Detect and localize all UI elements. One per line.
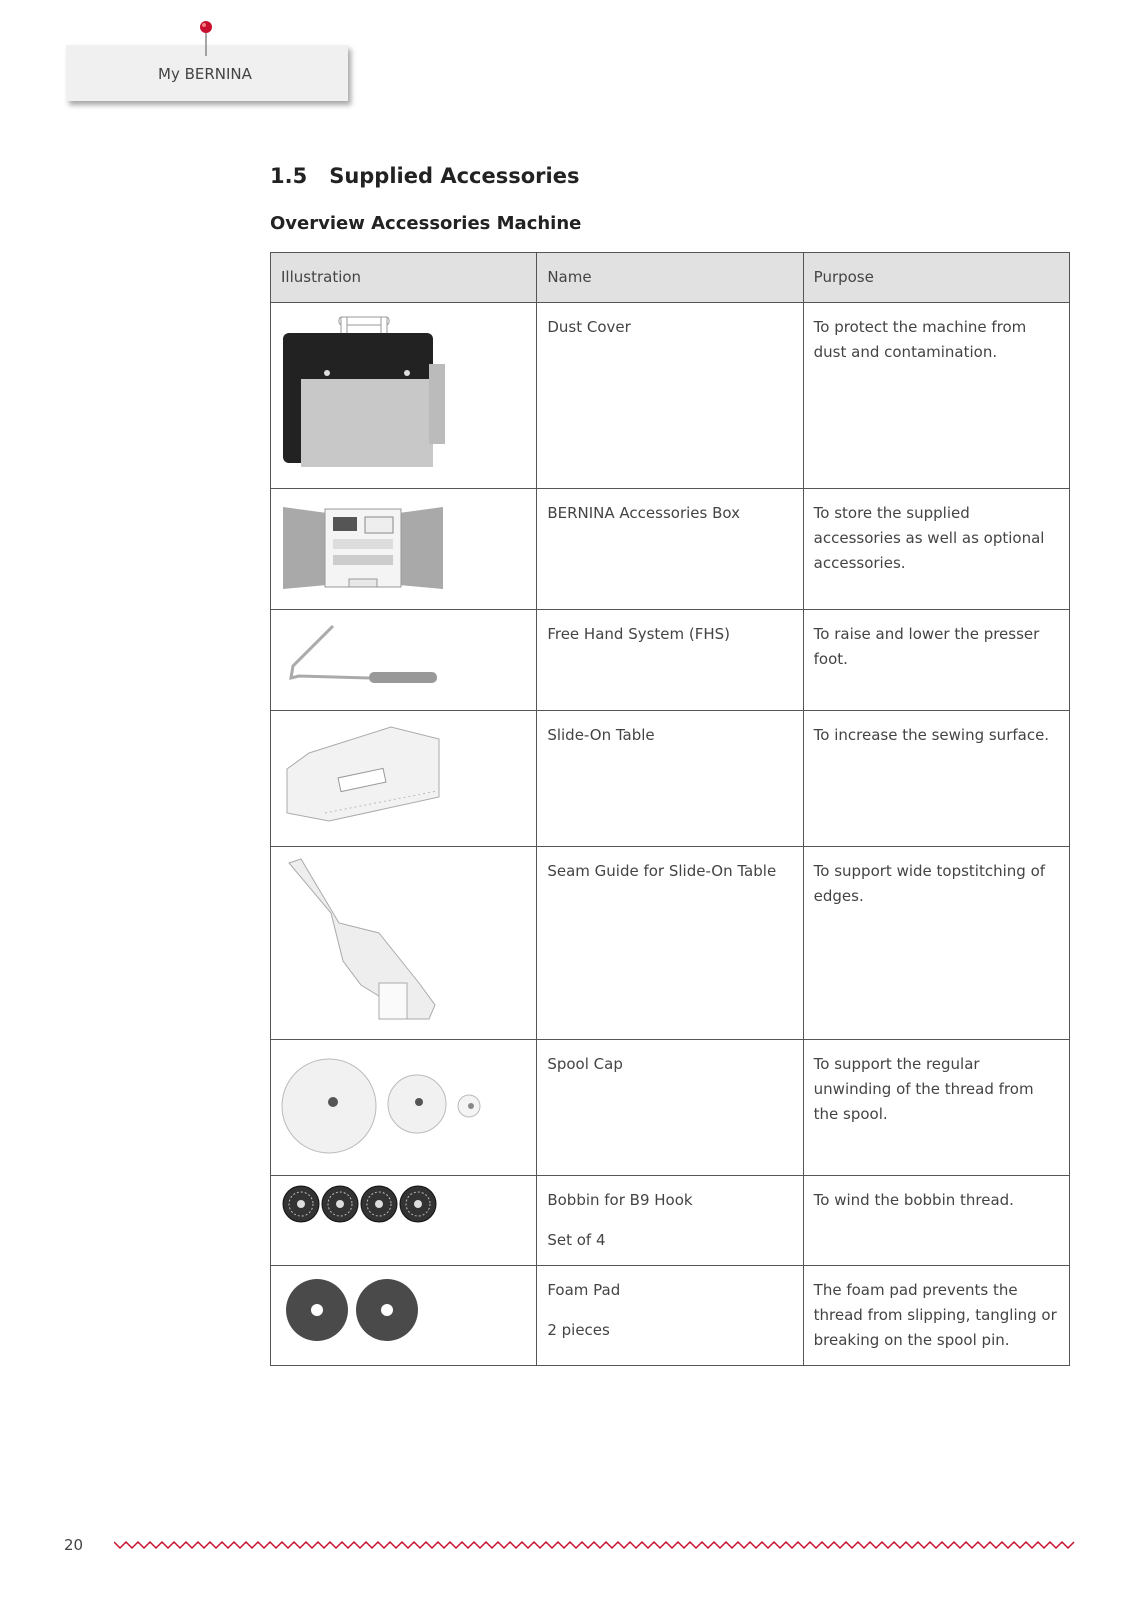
seam-guide-icon [279, 853, 449, 1025]
slide-on-table-icon [279, 717, 449, 832]
section-title-text: Supplied Accessories [329, 164, 580, 188]
table-header-row [271, 253, 1070, 303]
pushpin-icon [196, 18, 216, 58]
illustration-cell [271, 303, 537, 489]
item-purpose: To wind the bobbin thread. [813, 1191, 1014, 1209]
illustration-cell [271, 1040, 537, 1176]
item-purpose: To support the regular unwinding of the thread from the spool. [813, 1055, 1034, 1123]
item-name: Dust Cover [547, 318, 631, 336]
accessories-table [270, 252, 1070, 1366]
foam-pad-icon [279, 1272, 449, 1348]
item-purpose-cell [803, 847, 1069, 1040]
subsection-title: Overview Accessories Machine [270, 213, 582, 234]
item-name: Slide-On Table [547, 726, 655, 744]
item-purpose: To support wide topstitching of edges. [813, 862, 1046, 905]
illustration-cell [271, 1176, 537, 1266]
item-purpose-cell [803, 610, 1069, 711]
item-purpose-cell [803, 1266, 1069, 1366]
item-name-cell [537, 1040, 803, 1176]
item-purpose-cell [803, 1176, 1069, 1266]
item-name: BERNINA Accessories Box [547, 504, 740, 522]
item-name-cell [537, 1266, 803, 1366]
illustration-cell [271, 1266, 537, 1366]
table-row [271, 1176, 1070, 1266]
item-name-cell [537, 489, 803, 610]
bobbin-icon [279, 1182, 449, 1232]
item-name-cell [537, 610, 803, 711]
stitch-border-decoration [114, 1540, 1080, 1552]
table-row [271, 610, 1070, 711]
table-row [271, 489, 1070, 610]
item-purpose: The foam pad prevents the thread from slipping, tangling or breaking on the spool pin. [813, 1281, 1057, 1349]
item-name: Foam Pad [547, 1281, 621, 1299]
table-row [271, 847, 1070, 1040]
item-name: Free Hand System (FHS) [547, 625, 731, 643]
column-header-name: Name [537, 253, 803, 303]
page-number: 20 [64, 1536, 84, 1554]
column-header-purpose: Purpose [803, 253, 1069, 303]
item-detail: 2 pieces [547, 1321, 610, 1339]
table-row [271, 303, 1070, 489]
knee-lifter-icon [279, 616, 449, 696]
spool-cap-icon [279, 1046, 489, 1161]
item-name: Bobbin for B9 Hook [547, 1191, 693, 1209]
item-name-cell [537, 847, 803, 1040]
illustration-cell [271, 711, 537, 847]
item-purpose: To increase the sewing surface. [813, 726, 1050, 744]
item-name-cell [537, 303, 803, 489]
section-number: 1.5 [270, 164, 308, 188]
accessories-box-icon [279, 495, 449, 595]
item-purpose-cell [803, 489, 1069, 610]
item-purpose: To protect the machine from dust and contamination. [813, 318, 1027, 361]
item-purpose: To store the supplied accessories as well as optional accessories. [813, 504, 1045, 572]
item-name: Spool Cap [547, 1055, 623, 1073]
illustration-cell [271, 489, 537, 610]
item-purpose: To raise and lower the presser foot. [813, 625, 1040, 668]
item-name-cell [537, 711, 803, 847]
item-detail: Set of 4 [547, 1231, 606, 1249]
table-row [271, 1040, 1070, 1176]
item-name-cell [537, 1176, 803, 1266]
item-purpose-cell [803, 1040, 1069, 1176]
dust-cover-icon [279, 309, 449, 474]
section-title [270, 164, 579, 188]
illustration-cell [271, 847, 537, 1040]
section-tab-label: My BERNINA [158, 65, 252, 83]
table-row [271, 711, 1070, 847]
item-name: Seam Guide for Slide-On Table [547, 862, 777, 880]
table-row [271, 1266, 1070, 1366]
item-purpose-cell [803, 303, 1069, 489]
item-purpose-cell [803, 711, 1069, 847]
illustration-cell [271, 610, 537, 711]
column-header-illustration: Illustration [271, 253, 537, 303]
